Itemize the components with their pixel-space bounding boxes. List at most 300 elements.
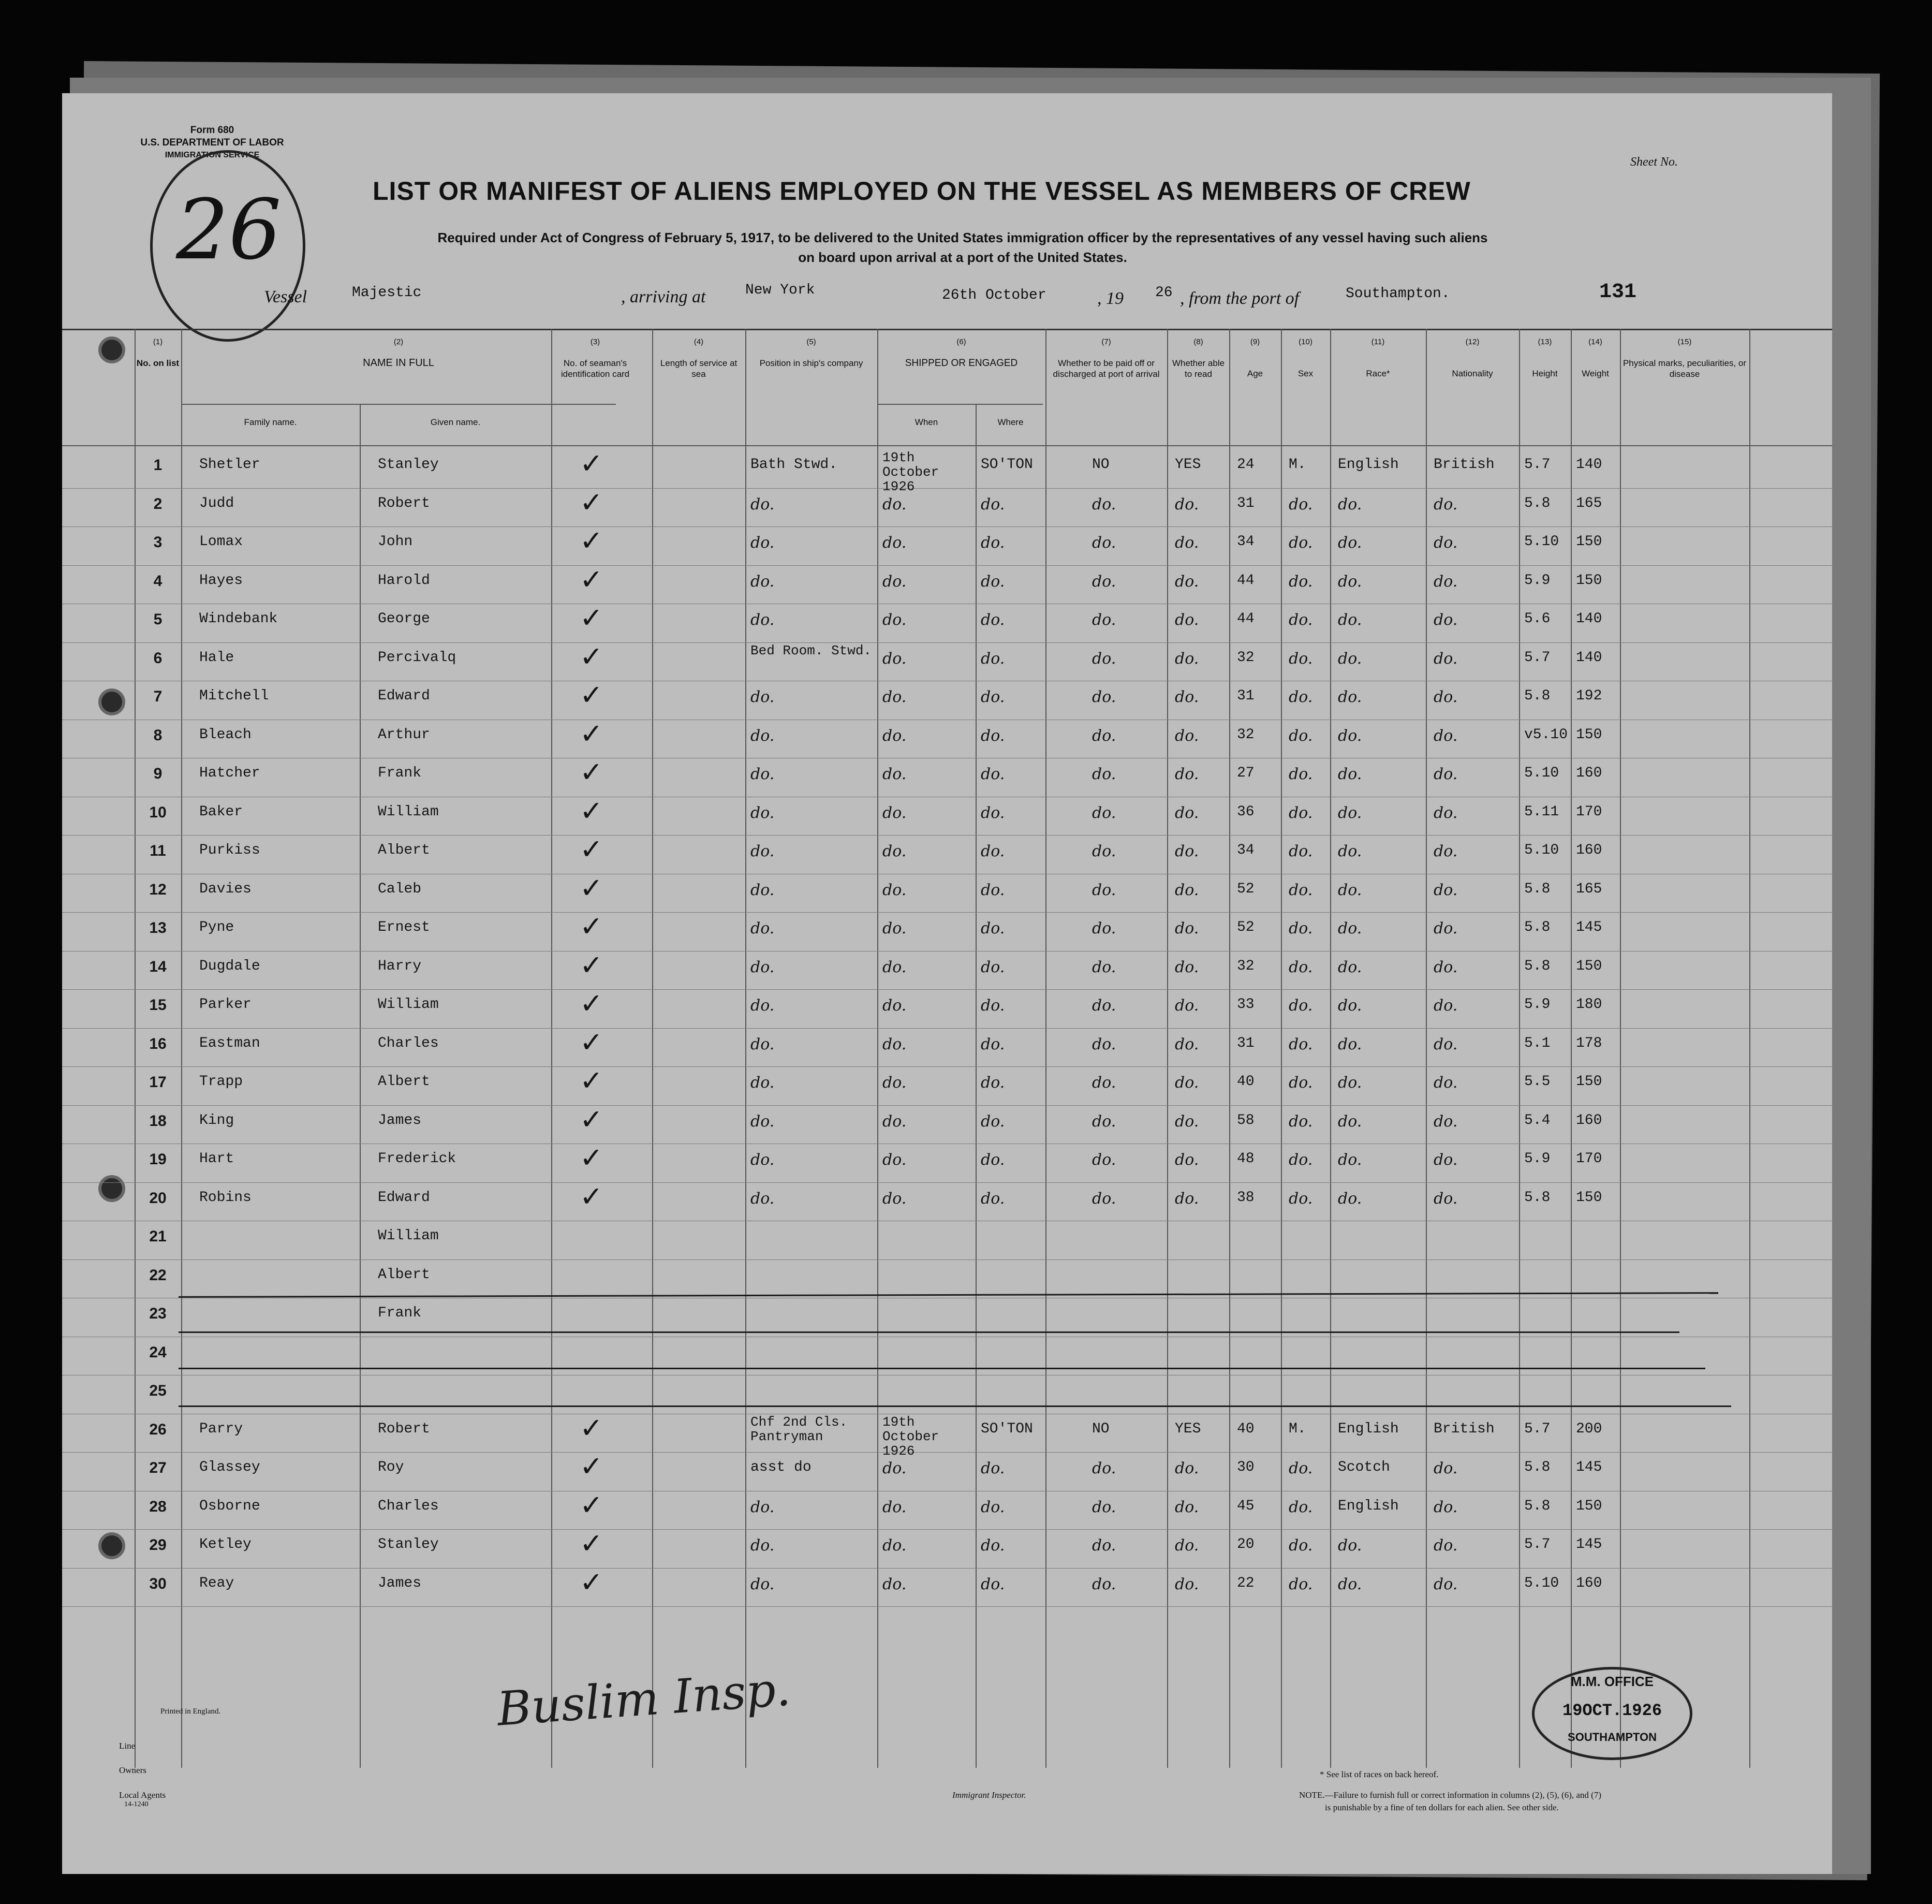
col-number: (3): [590, 338, 600, 346]
printed-in-england: Printed in England.: [160, 1707, 221, 1716]
cell-age: 32: [1237, 958, 1255, 974]
cell-paid: do.: [1092, 1112, 1116, 1131]
cell-race: do.: [1338, 842, 1362, 860]
cell-paid: do.: [1092, 1074, 1116, 1092]
manifest-sheet: [62, 93, 1832, 1874]
cell-where: do.: [981, 1498, 1005, 1516]
col-header-when: When: [915, 417, 938, 427]
cell-given: Ernest: [378, 919, 430, 935]
cell-read: do.: [1175, 1074, 1199, 1092]
cell-nationality: do.: [1434, 919, 1458, 938]
cell-given: Albert: [378, 842, 430, 858]
handwritten-number: 26: [176, 181, 282, 278]
cell-no: 9: [153, 765, 163, 782]
cell-where: do.: [981, 1575, 1005, 1593]
cell-sex: do.: [1289, 1498, 1313, 1516]
cell-given: Stanley: [378, 1536, 439, 1553]
cell-check: ✓: [580, 1527, 603, 1560]
vessel-name: Majestic: [352, 285, 422, 301]
cell-height: 5.9: [1524, 997, 1551, 1013]
cell-race: do.: [1338, 495, 1362, 514]
cell-height: 5.8: [1524, 1459, 1551, 1475]
cell-nationality: do.: [1434, 1459, 1458, 1477]
cell-height: 5.9: [1524, 1151, 1551, 1167]
cell-weight: 150: [1576, 572, 1602, 589]
cell-weight: 170: [1576, 803, 1602, 820]
cell-family: Pyne: [199, 919, 234, 935]
cell-read: do.: [1175, 958, 1199, 976]
cell-when: do.: [882, 1112, 907, 1131]
cell-no: 27: [149, 1459, 167, 1476]
cell-paid: do.: [1092, 919, 1116, 938]
arriving-label: , arriving at: [621, 287, 706, 306]
strike-through-line: [179, 1331, 1679, 1333]
cell-paid: do.: [1092, 1189, 1116, 1208]
col-header-given-name: Given name.: [430, 417, 481, 427]
cell-height: 5.10: [1524, 1575, 1559, 1591]
cell-when: do.: [882, 726, 907, 745]
strike-through-line: [179, 1368, 1705, 1369]
cell-paid: do.: [1092, 997, 1116, 1015]
row-rule: [62, 565, 1832, 566]
cell-check: ✓: [580, 1488, 603, 1521]
document-title: LIST OR MANIFEST OF ALIENS EMPLOYED ON THE VESSEL AS MEMBERS OF CREW: [373, 177, 1471, 206]
cell-nationality: do.: [1434, 881, 1458, 899]
col-label: Age: [1247, 369, 1263, 378]
cell-sex: do.: [1289, 997, 1313, 1015]
form-code: 14-1240: [124, 1800, 149, 1808]
col-number: (15): [1677, 338, 1692, 346]
cell-sex: do.: [1289, 649, 1313, 668]
cell-height: 5.7: [1524, 649, 1551, 666]
row-rule: [62, 1529, 1832, 1530]
col-label: Weight: [1582, 369, 1609, 378]
cell-sex: do.: [1289, 842, 1313, 860]
cell-read: do.: [1175, 803, 1199, 822]
cell-when: do.: [882, 572, 907, 591]
cell-age: 32: [1237, 649, 1255, 666]
col-number: (2): [393, 338, 404, 346]
cell-when: do.: [882, 1536, 907, 1555]
cell-given: Harold: [378, 572, 430, 589]
cell-where: do.: [981, 726, 1005, 745]
cell-no: 17: [149, 1074, 167, 1091]
col-label: Length of service at sea: [660, 358, 738, 379]
cell-where: do.: [981, 1035, 1005, 1053]
cell-no: 24: [149, 1343, 167, 1361]
cell-check: ✓: [580, 1411, 603, 1444]
cell-paid: do.: [1092, 1498, 1116, 1516]
origin-port: Southampton.: [1346, 286, 1450, 302]
table-row: [62, 1064, 1832, 1106]
strike-through-line: [179, 1405, 1731, 1407]
cell-check: ✓: [580, 871, 603, 904]
cell-race: do.: [1338, 534, 1362, 552]
cell-given: James: [378, 1112, 422, 1129]
cell-race: do.: [1338, 611, 1362, 629]
cell-paid: do.: [1092, 649, 1116, 668]
cell-sex: do.: [1289, 495, 1313, 514]
cell-check: ✓: [580, 563, 603, 596]
cell-paid: do.: [1092, 842, 1116, 860]
cell-family: Hart: [199, 1151, 234, 1167]
cell-age: 52: [1237, 919, 1255, 935]
cell-no: 1: [153, 457, 163, 474]
cell-read: YES: [1175, 457, 1201, 473]
cell-no: 18: [149, 1112, 167, 1130]
subtitle-line-1: Required under Act of Congress of February 5, 1917, to be delivered to the United States immigration officer by the representatives of any vessel having such aliens: [437, 230, 1488, 245]
cell-race: do.: [1338, 1189, 1362, 1208]
col-label: Whether able to read: [1172, 358, 1225, 379]
cell-family: Shetler: [199, 457, 260, 473]
cell-age: 44: [1237, 611, 1255, 627]
cell-nationality: do.: [1434, 958, 1458, 976]
cell-when: do.: [882, 534, 907, 552]
cell-given: Robert: [378, 1420, 430, 1437]
cell-race: English: [1338, 1498, 1399, 1514]
cell-when: do.: [882, 688, 907, 706]
cell-nationality: do.: [1434, 534, 1458, 552]
cell-family: Eastman: [199, 1035, 260, 1051]
cell-where: do.: [981, 1151, 1005, 1169]
cell-where: do.: [981, 803, 1005, 822]
cell-nationality: do.: [1434, 1074, 1458, 1092]
cell-sex: do.: [1289, 803, 1313, 822]
col-header-service-length: [655, 336, 743, 379]
cell-check: ✓: [580, 1565, 603, 1599]
col-number: (14): [1588, 338, 1602, 346]
cell-weight: 140: [1576, 457, 1602, 473]
cell-where: do.: [981, 765, 1005, 783]
cell-age: 31: [1237, 688, 1255, 704]
cell-when: do.: [882, 1575, 907, 1593]
cell-no: 2: [153, 495, 163, 512]
table-row: [62, 1026, 1832, 1067]
cell-height: 5.8: [1524, 1189, 1551, 1206]
cell-position: do.: [750, 1035, 775, 1053]
cell-sex: M.: [1289, 1420, 1306, 1437]
cell-nationality: do.: [1434, 1189, 1458, 1208]
col-number: (10): [1299, 338, 1312, 346]
cell-when: do.: [882, 881, 907, 899]
cell-given: Albert: [378, 1266, 430, 1283]
cell-given: Charles: [378, 1035, 439, 1051]
cell-position: do.: [750, 1112, 775, 1131]
col-label: Physical marks, peculiarities, or disease: [1623, 358, 1747, 379]
cell-position: do.: [750, 1189, 775, 1208]
cell-read: do.: [1175, 881, 1199, 899]
cell-given: Percivalq: [378, 649, 456, 666]
cell-nationality: do.: [1434, 649, 1458, 668]
cell-height: 5.8: [1524, 881, 1551, 897]
cell-paid: do.: [1092, 572, 1116, 591]
cell-given: Frederick: [378, 1151, 456, 1167]
immigrant-inspector-label: Immigrant Inspector.: [952, 1790, 1026, 1800]
col-label: Race*: [1366, 369, 1390, 378]
row-rule: [62, 1568, 1832, 1569]
name-subheader-rule: [181, 404, 616, 405]
cell-position: do.: [750, 1575, 775, 1593]
cell-age: 38: [1237, 1189, 1255, 1206]
cell-family: Lomax: [199, 534, 243, 550]
cell-no: 26: [149, 1420, 167, 1438]
col-header-height: [1519, 336, 1571, 379]
cell-no: 19: [149, 1151, 167, 1168]
cell-weight: 180: [1576, 997, 1602, 1013]
cell-race: Scotch: [1338, 1459, 1390, 1475]
from-port-label: , from the port of: [1180, 289, 1300, 308]
cell-check: ✓: [580, 524, 603, 557]
cell-nationality: do.: [1434, 765, 1458, 783]
cell-when: do.: [882, 919, 907, 938]
cell-where: do.: [981, 688, 1005, 706]
cell-where: do.: [981, 881, 1005, 899]
cell-read: do.: [1175, 1151, 1199, 1169]
cell-check: ✓: [580, 447, 603, 480]
cell-position: do.: [750, 881, 775, 899]
col-number: (8): [1193, 338, 1203, 346]
cell-family: Windebank: [199, 611, 278, 627]
cell-height: 5.8: [1524, 688, 1551, 704]
cell-paid: do.: [1092, 1151, 1116, 1169]
table-row: [62, 794, 1832, 836]
cell-height: 5.7: [1524, 1420, 1551, 1437]
col-number: (11): [1371, 338, 1385, 346]
col-label: No. on list: [136, 358, 180, 368]
cell-when: do.: [882, 997, 907, 1015]
cell-no: 13: [149, 919, 167, 936]
local-agents-label: Local Agents: [119, 1790, 166, 1800]
cell-where: do.: [981, 958, 1005, 976]
cell-family: Trapp: [199, 1074, 243, 1090]
owners-label: Owners: [119, 1765, 146, 1775]
cell-family: Parker: [199, 997, 252, 1013]
cell-no: 14: [149, 958, 167, 975]
cell-when: do.: [882, 1189, 907, 1208]
cell-age: 40: [1237, 1420, 1255, 1437]
cell-where: do.: [981, 1536, 1005, 1555]
cell-check: ✓: [580, 833, 603, 866]
col-number: (1): [153, 338, 163, 346]
row-rule: [62, 912, 1832, 913]
cell-given: James: [378, 1575, 422, 1591]
cell-weight: 165: [1576, 495, 1602, 511]
cell-where: do.: [981, 649, 1005, 668]
cell-race: English: [1338, 457, 1399, 473]
cell-read: do.: [1175, 1189, 1199, 1208]
cell-age: 52: [1237, 881, 1255, 897]
cell-paid: do.: [1092, 803, 1116, 822]
shipped-subheader-rule: [877, 404, 1043, 405]
cell-age: 33: [1237, 997, 1255, 1013]
cell-check: ✓: [580, 717, 603, 750]
cell-read: do.: [1175, 611, 1199, 629]
cell-given: William: [378, 1228, 439, 1244]
cell-read: do.: [1175, 1536, 1199, 1555]
cell-where: do.: [981, 534, 1005, 552]
table-row: [62, 1338, 1832, 1376]
cell-sex: do.: [1289, 534, 1313, 552]
cell-check: ✓: [580, 987, 603, 1020]
cell-weight: 165: [1576, 881, 1602, 897]
cell-when: do.: [882, 842, 907, 860]
table-row: [62, 486, 1832, 528]
cell-height: 5.8: [1524, 958, 1551, 974]
cell-sex: do.: [1289, 611, 1313, 629]
penalty-note-line-2: is punishable by a fine of ten dollars for each alien. See other side.: [1325, 1803, 1559, 1812]
cell-family: King: [199, 1112, 234, 1129]
cell-family: Hatcher: [199, 765, 260, 781]
cell-position: Bed Room. Stwd.: [750, 642, 872, 658]
table-row: [62, 1565, 1832, 1607]
cell-paid: do.: [1092, 765, 1116, 783]
table-row: [62, 756, 1832, 797]
cell-height: 5.8: [1524, 919, 1551, 935]
cell-nationality: do.: [1434, 1536, 1458, 1555]
col-header-name: [181, 336, 616, 369]
cell-family: Purkiss: [199, 842, 260, 858]
cell-family: Hale: [199, 649, 234, 666]
cell-nationality: do.: [1434, 803, 1458, 822]
cell-height: 5.9: [1524, 572, 1551, 589]
cell-height: 5.5: [1524, 1074, 1551, 1090]
cell-age: 20: [1237, 1536, 1255, 1553]
cell-height: 5.10: [1524, 765, 1559, 781]
cell-when: 19th October 1926: [882, 1414, 939, 1459]
cell-race: do.: [1338, 1112, 1362, 1131]
cell-nationality: do.: [1434, 842, 1458, 860]
cell-age: 34: [1237, 842, 1255, 858]
row-rule: [62, 835, 1832, 836]
cell-family: Dugdale: [199, 958, 260, 974]
cell-height: 5.11: [1524, 803, 1559, 820]
table-row: [62, 447, 1832, 494]
table-top-rule: [62, 329, 1832, 330]
cell-race: do.: [1338, 997, 1362, 1015]
cell-no: 4: [153, 572, 163, 590]
cell-height: 5.4: [1524, 1112, 1551, 1129]
cell-check: ✓: [580, 1141, 603, 1174]
cell-age: 44: [1237, 572, 1255, 589]
cell-weight: 150: [1576, 726, 1602, 743]
cell-no: 11: [150, 842, 166, 859]
arrival-port: New York: [745, 282, 815, 298]
cell-nationality: do.: [1434, 726, 1458, 745]
cell-when: do.: [882, 649, 907, 668]
table-row: [62, 563, 1832, 605]
cell-sex: do.: [1289, 919, 1313, 938]
cell-family: Parry: [199, 1420, 243, 1437]
cell-age: 22: [1237, 1575, 1255, 1591]
cell-given: Edward: [378, 688, 430, 704]
cell-read: do.: [1175, 649, 1199, 668]
cell-no: 30: [149, 1575, 167, 1592]
cell-read: do.: [1175, 572, 1199, 591]
cell-given: Stanley: [378, 457, 439, 473]
cell-height: 5.8: [1524, 1498, 1551, 1514]
cell-read: do.: [1175, 1459, 1199, 1477]
cell-sex: do.: [1289, 572, 1313, 591]
col-header-shipped: [877, 336, 1045, 369]
cell-read: do.: [1175, 688, 1199, 706]
cell-check: ✓: [580, 1180, 603, 1213]
cell-paid: do.: [1092, 958, 1116, 976]
cell-when: do.: [882, 765, 907, 783]
stamp-top-text: M.M. OFFICE: [1570, 1674, 1654, 1689]
cell-read: do.: [1175, 1498, 1199, 1516]
table-row: [62, 1488, 1832, 1530]
cell-no: 20: [149, 1189, 167, 1207]
cell-paid: do.: [1092, 1459, 1116, 1477]
cell-check: ✓: [580, 1064, 603, 1097]
table-row: [62, 1222, 1832, 1260]
cell-position: do.: [750, 958, 775, 976]
col-label: Position in ship's company: [759, 358, 863, 368]
cell-family: Ketley: [199, 1536, 252, 1553]
cell-age: 32: [1237, 726, 1255, 743]
cell-check: ✓: [580, 602, 603, 634]
cell-sex: do.: [1289, 765, 1313, 783]
cell-age: 48: [1237, 1151, 1255, 1167]
cell-weight: 150: [1576, 534, 1602, 550]
cell-check: ✓: [580, 1450, 603, 1483]
col-header-id-card: [554, 336, 637, 379]
cell-race: do.: [1338, 765, 1362, 783]
document-subtitle: [290, 228, 1635, 267]
arrival-date: 26th October: [942, 287, 1046, 303]
table-row: [62, 1180, 1832, 1222]
cell-weight: 178: [1576, 1035, 1602, 1051]
cell-race: do.: [1338, 881, 1362, 899]
cell-sex: do.: [1289, 1536, 1313, 1555]
cell-race: do.: [1338, 1575, 1362, 1593]
stamp-bottom-text: SOUTHAMPTON: [1568, 1731, 1657, 1744]
cell-no: 22: [149, 1266, 167, 1284]
col-label: Sex: [1297, 369, 1314, 378]
cell-height: v5.10: [1524, 726, 1568, 743]
cell-given: Robert: [378, 495, 430, 511]
table-row: [62, 871, 1832, 913]
col-number: (9): [1250, 338, 1260, 346]
cell-where: do.: [981, 997, 1005, 1015]
cell-age: 27: [1237, 765, 1255, 781]
cell-age: 40: [1237, 1074, 1255, 1090]
cell-family: Reay: [199, 1575, 234, 1591]
cell-when: do.: [882, 958, 907, 976]
row-rule: [62, 989, 1832, 990]
cell-position: do.: [750, 842, 775, 860]
cell-when: do.: [882, 1151, 907, 1169]
col-header-age: [1229, 336, 1281, 379]
cell-no: 28: [149, 1498, 167, 1515]
cell-when: do.: [882, 495, 907, 514]
col-header-family-name: Family name.: [244, 417, 297, 427]
cell-paid: do.: [1092, 726, 1116, 745]
cell-height: 5.10: [1524, 534, 1559, 550]
table-row: [62, 640, 1832, 682]
row-rule: [62, 1259, 1832, 1260]
cell-weight: 200: [1576, 1420, 1602, 1437]
cell-nationality: do.: [1434, 997, 1458, 1015]
col-number: (4): [694, 338, 704, 346]
cell-weight: 140: [1576, 649, 1602, 666]
cell-paid: NO: [1092, 457, 1110, 473]
cell-paid: do.: [1092, 1575, 1116, 1593]
cell-paid: NO: [1092, 1420, 1110, 1437]
cell-weight: 160: [1576, 842, 1602, 858]
cell-race: do.: [1338, 1151, 1362, 1169]
row-rule: [62, 1105, 1832, 1106]
